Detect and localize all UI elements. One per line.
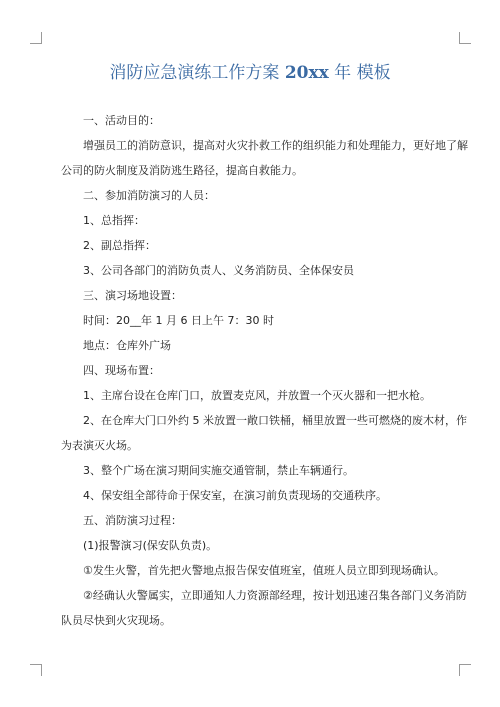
paragraph-11: 四、现场布置： — [83, 364, 160, 377]
paragraph-2: 增强员工的消防意识，提高对火灾扑救工作的组织能力和处理能力，更好地了解 — [83, 139, 468, 152]
crop-mark-bottom-right — [459, 664, 471, 676]
paragraph-7: 3、公司各部门的消防负责人、义务消防员、全体保安员 — [83, 264, 354, 277]
paragraph-6: 2、副总指挥： — [83, 239, 156, 252]
document-title — [0, 62, 500, 84]
crop-mark-top-left — [30, 32, 42, 44]
paragraph-5: 1、总指挥： — [83, 214, 145, 227]
title-text-after: 年 模板 — [328, 63, 391, 83]
paragraph-12: 1、主席台设在仓库门口，放置麦克风，并放置一个灭火器和一把水枪。 — [83, 389, 431, 402]
paragraph-20: ②经确认火警属实，立即通知人力资源部经理，按计划迅速召集各部门义务消防 — [83, 589, 467, 602]
paragraph-1: 一、活动目的： — [83, 114, 160, 127]
paragraph-13: 2、在仓库大门口外约 5 米放置一敞口铁桶，桶里放置一些可燃烧的废木材，作 — [83, 414, 467, 427]
paragraph-15: 3、整个广场在演习期间实施交通管制，禁止车辆通行。 — [83, 464, 354, 477]
title-year: 20xx — [284, 63, 329, 83]
title-text-before: 消防应急演练工作方案 — [109, 63, 285, 83]
paragraph-9: 时间：20__年 1 月 6 日上午 7：30 时 — [83, 314, 274, 327]
crop-mark-bottom-left — [30, 664, 42, 676]
paragraph-14: 为表演灭火场。 — [61, 439, 138, 452]
paragraph-4: 二、参加消防演习的人员： — [83, 189, 215, 202]
paragraph-17: 五、消防演习过程： — [83, 514, 182, 527]
paragraph-19: ①发生火警，首先把火警地点报告保安值班室，值班人员立即到现场确认。 — [83, 564, 445, 577]
document-body — [61, 114, 468, 627]
paragraph-10: 地点：仓库外广场 — [83, 339, 171, 352]
paragraph-8: 三、演习场地设置： — [83, 289, 182, 302]
crop-mark-top-right — [459, 32, 471, 44]
paragraph-18: (1)报警演习(保安队负责)。 — [83, 539, 218, 552]
paragraph-16: 4、保安组全部待命于保安室，在演习前负责现场的交通秩序。 — [83, 489, 387, 502]
paragraph-21: 队员尽快到火灾现场。 — [61, 614, 171, 627]
paragraph-3: 公司的防火制度及消防逃生路径，提高自救能力。 — [61, 164, 303, 177]
